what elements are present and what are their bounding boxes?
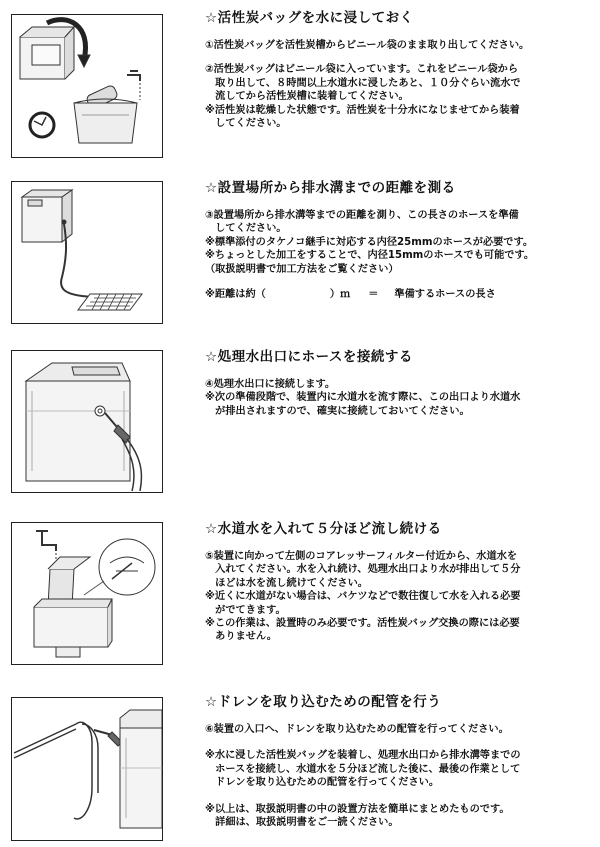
instruction-text: ②活性炭バッグはビニール袋に入っています。これをビニール袋から 取り出して、８時間以上水道水に浸したあと、１０分ぐらい流水で 流してから活性炭槽に装着してください。 ※活性炭は乾燥した状態です。活性炭を十分水になじませてから装着 してください。: [205, 64, 521, 130]
connect-hose-drawing: [12, 351, 162, 492]
section-title: ☆処理水出口にホースを接続する: [205, 349, 413, 365]
section-title: ☆水道水を入れて５分ほど流し続ける: [205, 521, 442, 537]
distance-formula: [205, 288, 590, 301]
illustration-connect-hose: [11, 350, 163, 493]
instruction-text: ①活性炭バッグを活性炭槽からビニール袋のまま取り出してください。: [205, 40, 530, 51]
instruction-text: ※以上は、取扱説明書の中の設置方法を簡単にまとめたものです。 詳細は、取扱説明書をご一読ください。: [205, 803, 510, 829]
formula-prefix: ※距離は約（: [205, 289, 266, 301]
illustration-measure-distance: [11, 181, 163, 324]
instruction-text: ③設置場所から排水溝等までの距離を測り、この長さのホースを準備 してください。 ※標準添付のタケノコ継手に対応する内径25mmのホースが必要です。 ※ちょっとした加工をすることで、内径15mmのホースでも可能です。 （取扱説明書で加工方法をご覧ください）: [205, 210, 535, 275]
drain-piping-drawing: [12, 698, 162, 840]
measure-distance-drawing: [12, 182, 162, 323]
instruction-text: ④処理水出口に接続します。 ※次の準備段階で、装置内に水道水を流す際に、この出口より水道水 が排出されますので、確実に接続しておいてください。: [205, 379, 521, 417]
flush-water-drawing: [12, 523, 162, 664]
section-title: ☆設置場所から排水溝までの距離を測る: [205, 180, 456, 196]
section-title: ☆活性炭バッグを水に浸しておく: [205, 10, 414, 26]
formula-suffix: ）ｍ: [329, 289, 351, 301]
soak-bag-drawing: [12, 15, 162, 157]
illustration-drain-piping: [11, 697, 163, 841]
section-title: ☆ドレンを取り込むための配管を行う: [205, 694, 442, 710]
formula-equals: ＝: [368, 289, 379, 301]
formula-result: 準備するホースの長さ: [394, 289, 496, 301]
instruction-text: ⑥装置の入口へ、ドレンを取り込むための配管を行ってください。: [205, 724, 509, 735]
illustration-soak-carbon-bag: [11, 14, 163, 158]
instruction-text: ⑤装置に向かって左側のコアレッサーフィルター付近から、水道水を 入れてください。水を入れ続け、処理水出口より水が排出して５分 ほどは水を流し続けてください。 ※近くに水道がない場合は、バケツなどで数往復して水を入れる必要 がでてきます。 ※この作業は、設置時のみ必要です。活性炭バッグ交換の際には必要 ありません。: [205, 551, 521, 643]
instruction-text: ※水に浸した活性炭バッグを装着し、処理水出口から排水溝等までの ホースを接続し、水道水を５分ほど流した後に、最後の作業として ドレンを取り込むための配管を行ってください。: [205, 750, 521, 789]
formula-blank: [266, 288, 330, 301]
illustration-flush-water: [11, 522, 163, 665]
